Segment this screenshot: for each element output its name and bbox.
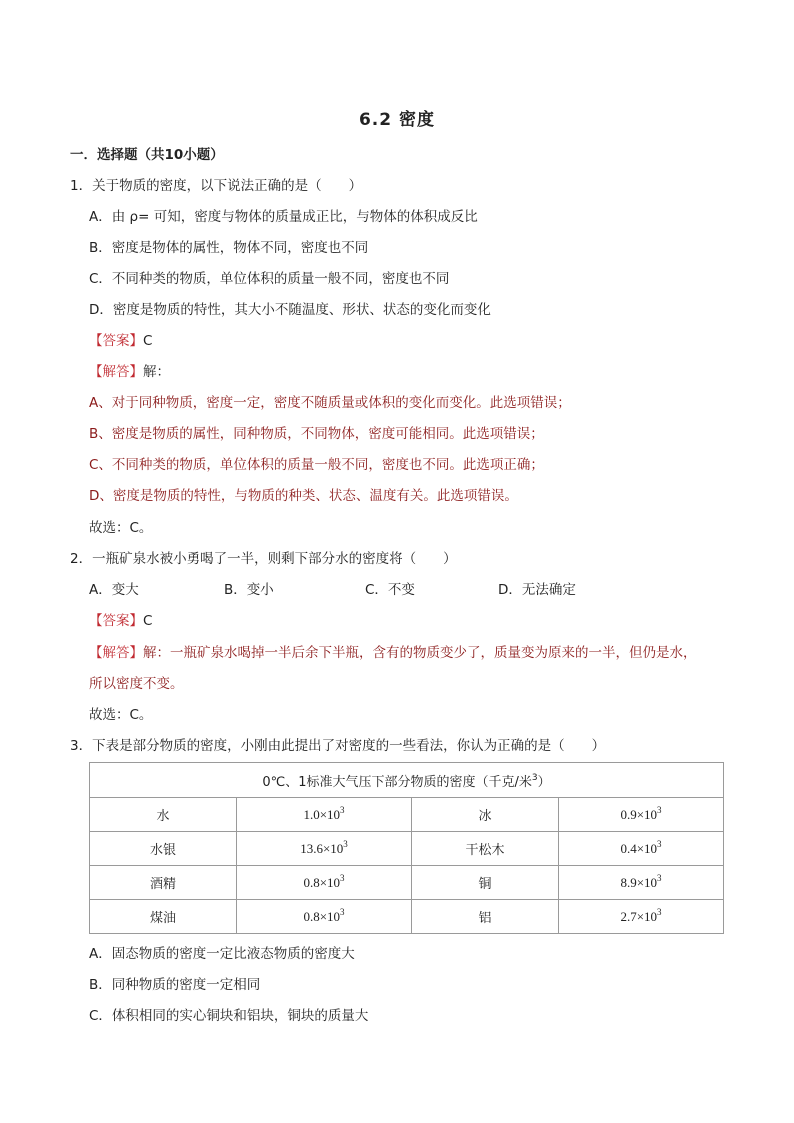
q1-analysis-line: C、不同种类的物质，单位体积的质量一般不同，密度也不同。此选项正确； — [89, 457, 544, 473]
q2-option-c: C．不变 — [365, 582, 415, 598]
table-row — [90, 866, 724, 900]
substance-name: 铜 — [412, 866, 559, 900]
density-value: $13.6\times 10^3$ — [237, 832, 412, 866]
substance-name: 冰 — [412, 798, 559, 832]
substance-name: 水 — [90, 798, 237, 832]
answer-tag: 【答案】 — [89, 333, 143, 349]
q1-analysis-line: B、密度是物质的属性，同种物质，不同物体，密度可能相同。此选项错误； — [89, 426, 544, 442]
q1-stem: 1．关于物质的密度，以下说法正确的是（ ） — [70, 178, 363, 194]
density-value: $0.8\times 10^3$ — [237, 900, 412, 934]
page-title: 6.2 密度 — [358, 110, 436, 130]
table-caption: 0℃、1标准大气压下部分物质的密度（千克/米$^3$） — [90, 763, 724, 798]
density-value: $1.0\times 10^3$ — [237, 798, 412, 832]
substance-name: 铝 — [412, 900, 559, 934]
substance-name: 干松木 — [412, 832, 559, 866]
substance-name: 水银 — [90, 832, 237, 866]
q2-analysis — [89, 643, 697, 663]
q1-analysis-line: D、密度是物质的特性，与物质的种类、状态、温度有关。此选项错误。 — [89, 488, 518, 504]
q3-option-b: B．同种物质的密度一定相同 — [89, 977, 261, 993]
analysis-text: 解：一瓶矿泉水喝掉一半后余下半瓶，含有的物质变少了，质量变为原来的一半，但仍是水， — [143, 645, 697, 661]
answer-tag: 【答案】 — [89, 613, 143, 629]
answer-value: C — [143, 333, 153, 349]
q1-conclusion: 故选：C。 — [89, 520, 153, 536]
q2-option-a: A．变大 — [89, 582, 139, 598]
q1-option-d: D．密度是物质的特性，其大小不随温度、形状、状态的变化而变化 — [89, 302, 491, 318]
q1-option-b: B．密度是物体的属性，物体不同，密度也不同 — [89, 240, 369, 256]
table-caption-row — [90, 763, 724, 798]
analysis-intro: 解： — [143, 364, 170, 380]
analysis-tag: 【解答】 — [89, 364, 143, 380]
density-value: $2.7\times 10^3$ — [559, 900, 724, 934]
q1-analysis-line: A、对于同种物质，密度一定，密度不随质量或体积的变化而变化。此选项错误； — [89, 395, 571, 411]
density-value: $8.9\times 10^3$ — [559, 866, 724, 900]
q3-option-a: A．固态物质的密度一定比液态物质的密度大 — [89, 946, 355, 962]
q2-analysis-cont: 所以密度不变。 — [89, 676, 184, 692]
density-value: $0.9\times 10^3$ — [559, 798, 724, 832]
q1-answer — [89, 331, 152, 351]
density-table — [89, 762, 724, 934]
q1-option-a: A．由 ρ= 可知，密度与物体的质量成正比，与物体的体积成反比 — [89, 209, 478, 225]
q2-option-b: B．变小 — [224, 582, 274, 598]
substance-name: 煤油 — [90, 900, 237, 934]
answer-value: C — [143, 613, 153, 629]
density-value: $0.4\times 10^3$ — [559, 832, 724, 866]
q2-answer — [89, 611, 152, 631]
table-row — [90, 832, 724, 866]
q1-analysis-heading — [89, 362, 170, 382]
q3-option-c: C．体积相同的实心铜块和铝块，铜块的质量大 — [89, 1008, 369, 1024]
q2-option-d: D．无法确定 — [498, 582, 576, 598]
q2-conclusion: 故选：C。 — [89, 707, 153, 723]
q2-stem: 2．一瓶矿泉水被小勇喝了一半，则剩下部分水的密度将（ ） — [70, 551, 457, 567]
q3-stem: 3．下表是部分物质的密度，小刚由此提出了对密度的一些看法，你认为正确的是（ ） — [70, 738, 606, 754]
section-heading: 一．选择题（共10小题） — [70, 147, 224, 163]
substance-name: 酒精 — [90, 866, 237, 900]
analysis-tag: 【解答】 — [89, 645, 143, 661]
q1-option-c: C．不同种类的物质，单位体积的质量一般不同，密度也不同 — [89, 271, 450, 287]
table-row — [90, 798, 724, 832]
density-value: $0.8\times 10^3$ — [237, 866, 412, 900]
table-row — [90, 900, 724, 934]
